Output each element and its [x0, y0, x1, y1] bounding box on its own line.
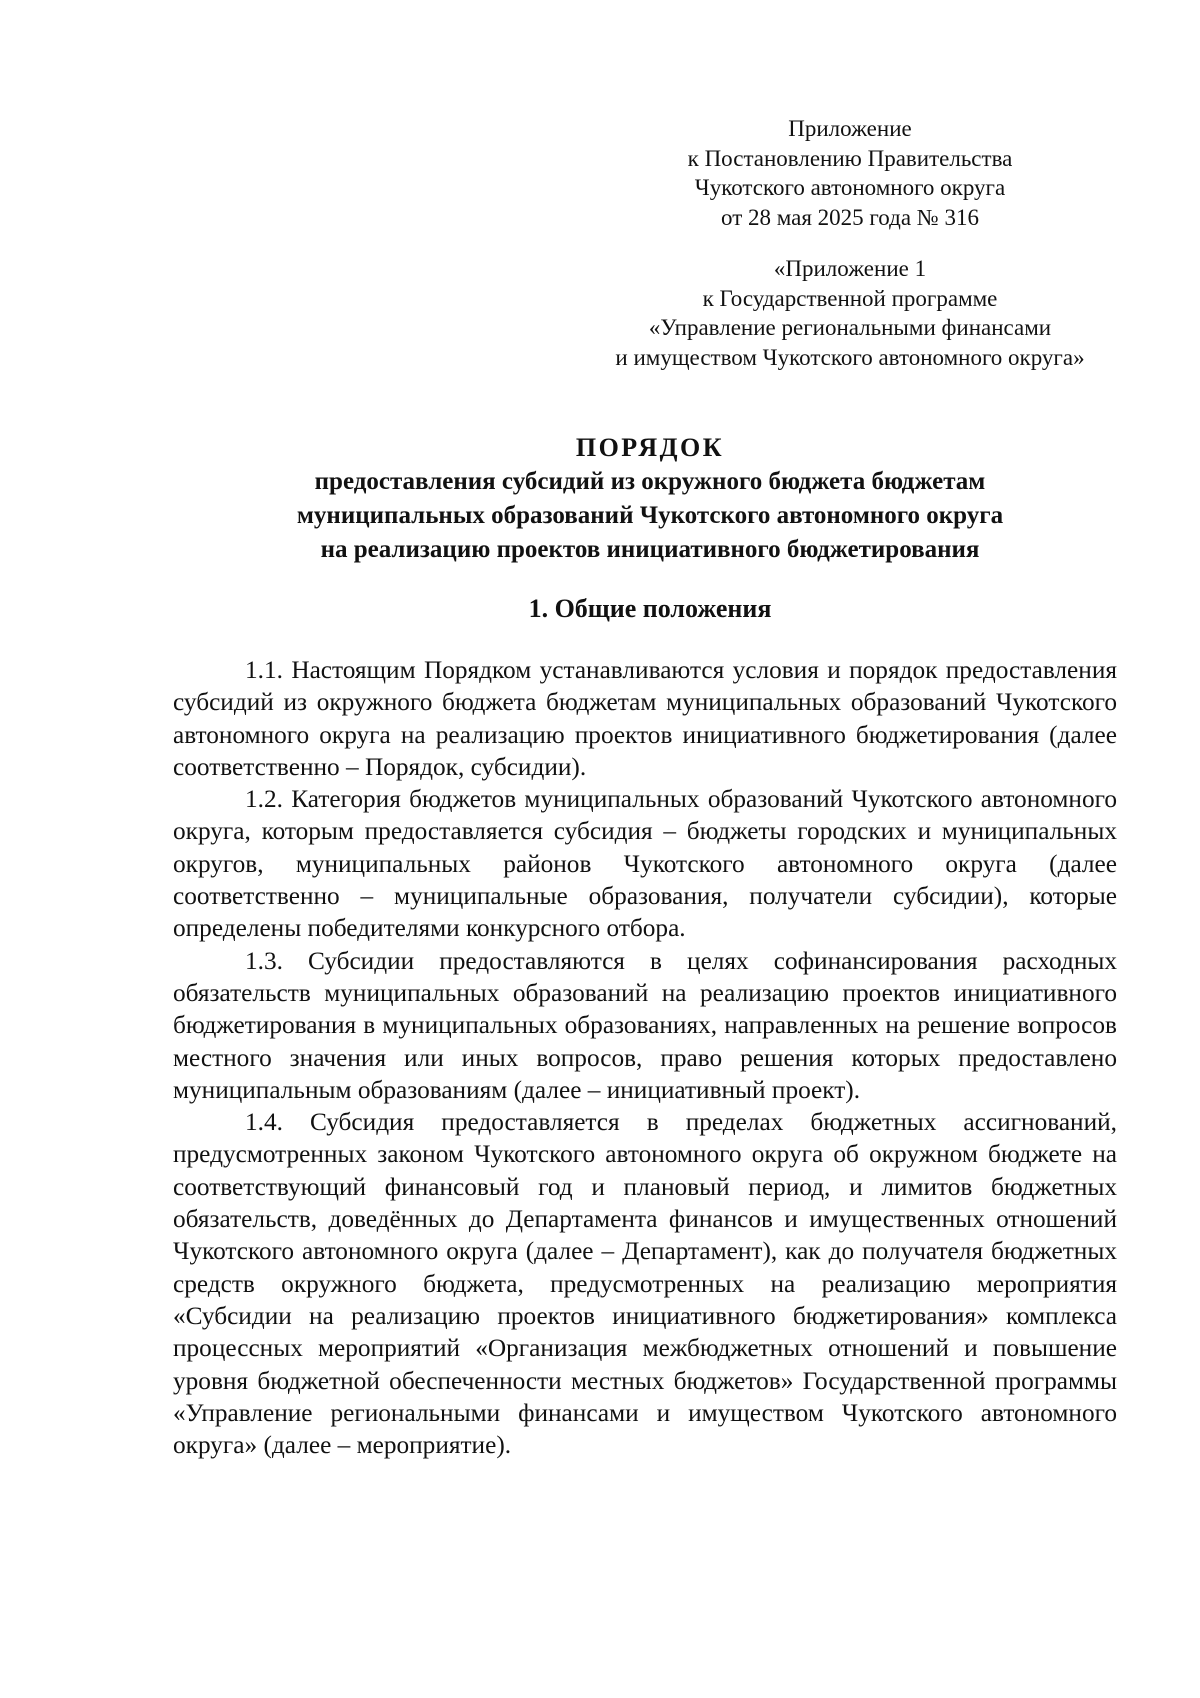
appendix-program-block	[560, 254, 1140, 372]
document-title: ПОРЯДОК	[575, 433, 725, 462]
appendix-resolution-line: к Постановлению Правительства	[687, 145, 1013, 171]
paragraph-1-3: 1.3. Субсидии предоставляются в целях софинансирования расходных обязательств муниципальных образований на реализацию проектов инициативного бюджетирования в муниципальных образованиях, направленных на решение вопросов местного значения или иных вопросов, право решения которых предоставлено муниципальным образованиям (далее – инициативный проект).	[173, 946, 1117, 1104]
paragraph-1-1: 1.1. Настоящим Порядком устанавливаются условия и порядок предоставления субсидий из окружного бюджета бюджетам муниципальных образований Чукотского автономного округа на реализацию проектов инициативного бюджетирования (далее соответственно – Порядок, субсидии).	[173, 656, 1117, 781]
appendix-program-line: и имуществом Чукотского автономного округа»	[615, 344, 1085, 370]
section-heading: 1. Общие положения	[528, 594, 772, 623]
document-subtitle-line: предоставления субсидий из окружного бюджета бюджетам	[314, 468, 986, 495]
paragraph-1-4: 1.4. Субсидия предоставляется в пределах бюджетных ассигнований, предусмотренных законом Чукотского автономного округа об окружном бюджете на соответствующий финансовый год и плановый период, и лимитов бюджетных обязательств, доведённых до Департамента финансов и имущественных отношений Чукотского автономного округа (далее – Департамент), как до получателя бюджетных средств окружного бюджета, предусмотренных на реализацию мероприятия «Субсидии на реализацию проектов инициативного бюджетирования» комплекса процессных мероприятий «Организация межбюджетных отношений и повышение уровня бюджетной обеспеченности местных бюджетов» Государственной программы «Управление региональными финансами и имуществом Чукотского автономного округа» (далее – мероприятие).	[173, 1108, 1117, 1460]
document-subtitle-line: на реализацию проектов инициативного бюджетирования	[320, 536, 980, 563]
appendix-program-line: «Управление региональными финансами	[648, 315, 1052, 341]
document-subtitle-line: муниципальных образований Чукотского автономного округа	[296, 502, 1004, 529]
paragraph-1-2: 1.2. Категория бюджетов муниципальных образований Чукотского автономного округа, которым предоставляется субсидия – бюджеты городских и муниципальных округов, муниципальных районов Чукотского автономного округа (далее соответственно – муниципальные образования, получатели субсидии), которые определены победителями конкурсного отбора.	[173, 785, 1117, 943]
appendix-resolution-line: Приложение	[788, 116, 912, 141]
appendix-resolution-line: Чукотского автономного округа	[694, 175, 1006, 201]
appendix-resolution-date: от 28 мая 2025 года № 316	[721, 204, 979, 230]
document-title-block	[170, 431, 1130, 567]
appendix-program-line: «Приложение 1	[773, 256, 927, 281]
appendix-program-line: к Государственной программе	[702, 285, 998, 311]
appendix-resolution-block	[600, 114, 1100, 232]
section-body	[173, 654, 1117, 1461]
